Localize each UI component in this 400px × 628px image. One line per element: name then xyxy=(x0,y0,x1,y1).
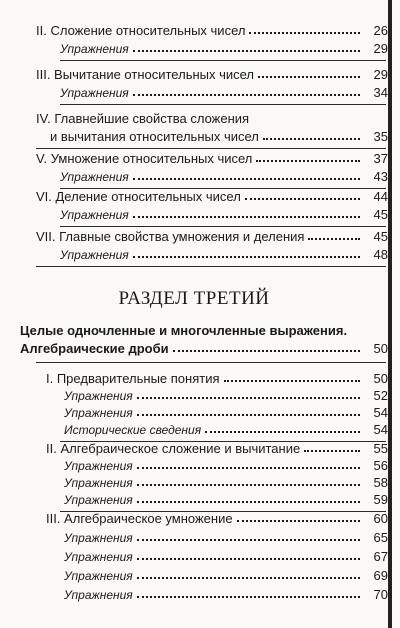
leader-dots xyxy=(237,520,360,522)
entry-title: V. Умножение относительных чисел xyxy=(36,151,253,166)
toc-entry xyxy=(0,186,388,204)
toc-entry xyxy=(0,473,388,490)
page-number: 45 xyxy=(373,207,388,222)
toc-entry xyxy=(0,583,388,602)
leader-dots xyxy=(137,467,360,469)
entry-3-iii xyxy=(0,508,388,602)
leader-dots xyxy=(137,414,360,416)
toc-entry xyxy=(0,368,388,386)
entry-title: II. Сложение относительных чисел xyxy=(36,23,246,38)
leader-dots xyxy=(304,450,360,452)
page-number: 65 xyxy=(373,530,388,545)
entry-title: Исторические сведения xyxy=(64,423,202,437)
page-number: 29 xyxy=(373,41,388,56)
leader-dots xyxy=(133,216,360,218)
leader-dots xyxy=(137,596,360,598)
leader-dots xyxy=(137,484,360,486)
page-number: 34 xyxy=(373,85,388,100)
page-number: 43 xyxy=(373,169,388,184)
toc-entry xyxy=(0,564,388,583)
toc-entry xyxy=(0,126,388,144)
entry-title: II. Алгебраическое сложение и вычитание xyxy=(46,441,301,456)
entry-iv xyxy=(0,108,388,144)
toc-entry xyxy=(0,545,388,564)
separator xyxy=(60,60,386,61)
toc-entry xyxy=(0,490,388,507)
page-number: 50 xyxy=(373,341,388,356)
entry-title: VII. Главные свойства умножения и деления xyxy=(36,229,305,244)
toc-entry xyxy=(0,526,388,545)
entry-title: III. Алгебраическое умножение xyxy=(46,511,233,526)
leader-dots xyxy=(258,76,360,78)
leader-dots xyxy=(137,577,360,579)
toc-entry xyxy=(0,38,388,56)
entry-v xyxy=(0,148,388,184)
leader-dots xyxy=(249,32,360,34)
page-number: 45 xyxy=(373,229,388,244)
toc-entry xyxy=(0,226,388,244)
entry-title: Упражнения xyxy=(60,208,129,222)
entry-title: Упражнения xyxy=(60,248,129,262)
entry-title: Упражнения xyxy=(64,476,133,490)
page-number: 50 xyxy=(373,371,388,386)
page-number: 59 xyxy=(373,492,388,507)
page-edge-rule xyxy=(388,0,392,628)
entry-title: IV. Главнейшие свойства сложения xyxy=(36,111,250,126)
page-number: 60 xyxy=(373,511,388,526)
entry-title: I. Предварительные понятия xyxy=(46,371,220,386)
entry-title: Упражнения xyxy=(64,531,133,545)
leader-dots xyxy=(205,431,360,433)
page-number: 54 xyxy=(373,405,388,420)
entry-title: Упражнения xyxy=(64,493,133,507)
leader-dots xyxy=(137,539,360,541)
page-number: 52 xyxy=(373,388,388,403)
toc-entry xyxy=(0,108,388,126)
toc-entry xyxy=(0,403,388,420)
chapter-entry xyxy=(0,320,388,356)
entry-title: Упражнения xyxy=(64,459,133,473)
toc-entry xyxy=(0,386,388,403)
leader-dots xyxy=(224,380,361,382)
toc-entry xyxy=(0,244,388,262)
toc-entry xyxy=(0,438,388,456)
page-number: 26 xyxy=(373,23,388,38)
toc-entry xyxy=(0,64,388,82)
page-number: 70 xyxy=(373,587,388,602)
entry-iii xyxy=(0,64,388,100)
separator xyxy=(36,266,386,267)
toc-entry xyxy=(0,456,388,473)
page-number: 37 xyxy=(373,151,388,166)
page-number: 67 xyxy=(373,549,388,564)
leader-dots xyxy=(137,501,360,503)
leader-dots xyxy=(137,397,360,399)
leader-dots xyxy=(308,238,360,240)
page-number: 48 xyxy=(373,247,388,262)
page-number: 44 xyxy=(373,189,388,204)
toc-entry xyxy=(0,204,388,222)
toc-entry xyxy=(0,508,388,526)
leader-dots xyxy=(133,94,360,96)
section-heading: РАЗДЕЛ ТРЕТИЙ xyxy=(118,288,270,309)
entry-title: III. Вычитание относительных чисел xyxy=(36,67,255,82)
leader-dots xyxy=(133,178,360,180)
toc-entry xyxy=(0,166,388,184)
page-number: 35 xyxy=(373,129,388,144)
entry-title: Упражнения xyxy=(60,42,129,56)
page-number: 56 xyxy=(373,458,388,473)
entry-3-i xyxy=(0,368,388,437)
leader-dots xyxy=(133,256,360,258)
leader-dots xyxy=(256,160,360,162)
page-number: 69 xyxy=(373,568,388,583)
toc-entry xyxy=(0,338,388,356)
entry-title: и вычитания относительных чисел xyxy=(50,129,259,144)
leader-dots xyxy=(245,198,360,200)
entry-title: Упражнения xyxy=(64,406,133,420)
leader-dots xyxy=(137,558,360,560)
entry-title: Упражнения xyxy=(64,389,133,403)
entry-title: Упражнения xyxy=(60,86,129,100)
toc-entry xyxy=(0,420,388,437)
leader-dots xyxy=(263,138,360,140)
toc-entry xyxy=(0,148,388,166)
toc-entry xyxy=(0,82,388,100)
toc-entry xyxy=(0,20,388,38)
leader-dots xyxy=(133,50,360,52)
chapter-title-line1: Целые одночленные и многочленные выражения. xyxy=(20,323,348,338)
entry-vii xyxy=(0,226,388,262)
entry-ii xyxy=(0,20,388,56)
entry-3-ii xyxy=(0,438,388,507)
page-number: 29 xyxy=(373,67,388,82)
entry-title: Упражнения xyxy=(64,550,133,564)
entry-title: Упражнения xyxy=(64,588,133,602)
entry-title: Упражнения xyxy=(60,170,129,184)
separator xyxy=(60,104,386,105)
entry-title: VI. Деление относительных чисел xyxy=(36,189,241,204)
page-number: 55 xyxy=(373,441,388,456)
entry-title: Упражнения xyxy=(64,569,133,583)
chapter-title-line2: Алгебраические дроби xyxy=(20,341,169,356)
separator xyxy=(36,362,386,363)
leader-dots xyxy=(173,350,360,352)
page-number: 54 xyxy=(373,422,388,437)
entry-vi xyxy=(0,186,388,222)
page-number: 58 xyxy=(373,475,388,490)
